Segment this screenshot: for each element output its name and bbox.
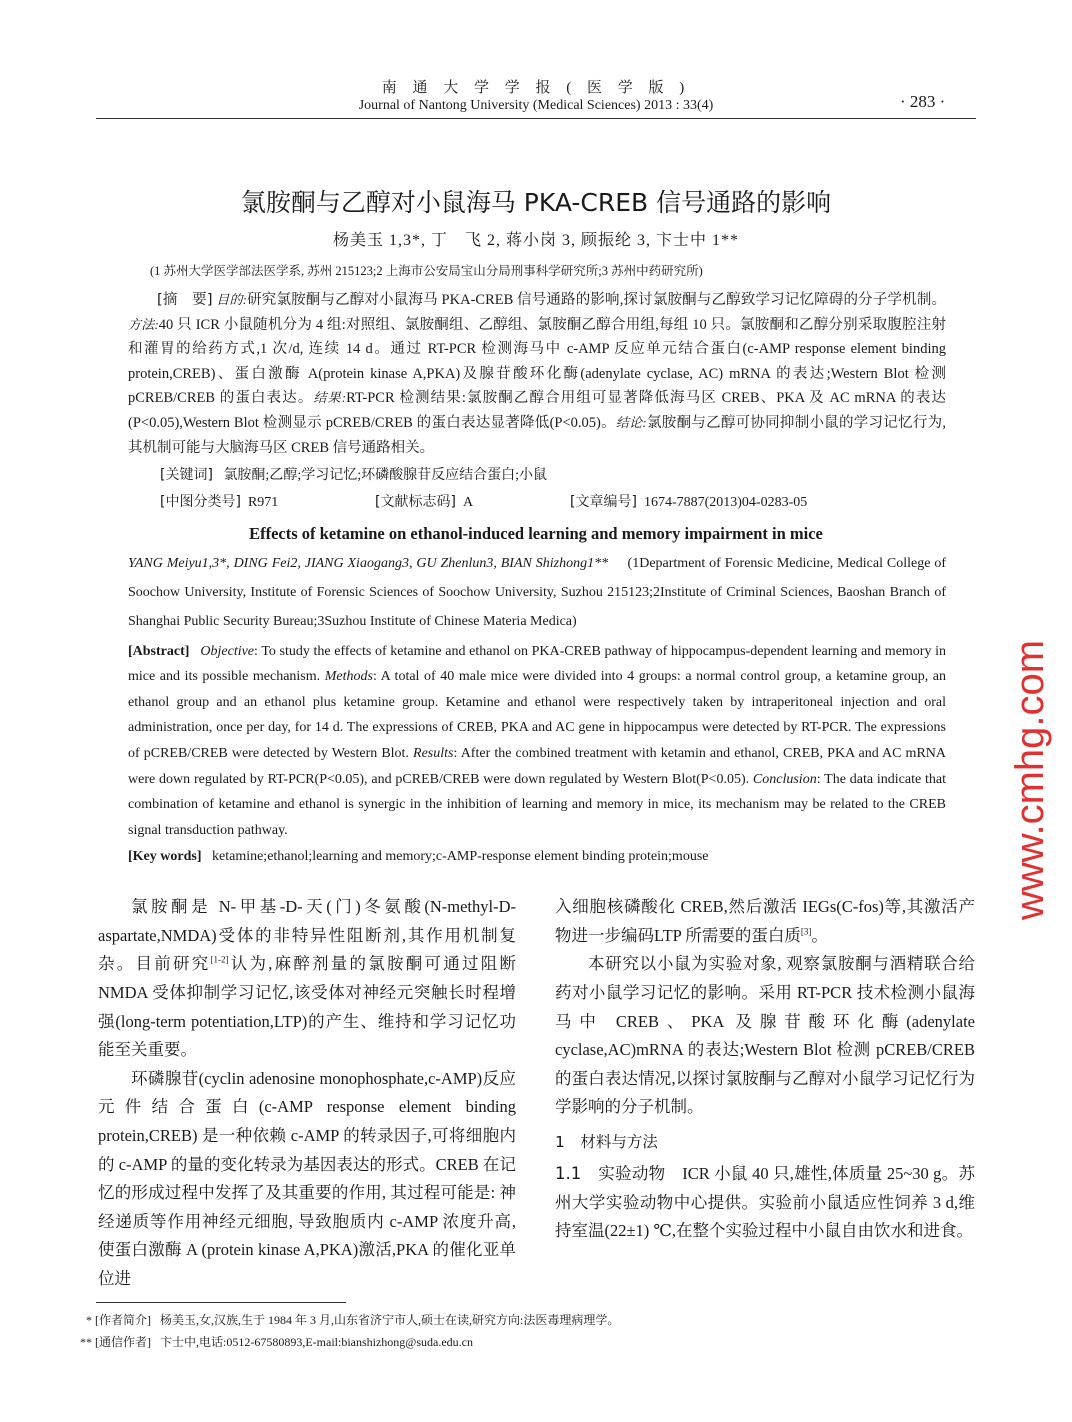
conclusion-label: 结论: [615, 414, 647, 430]
keywords-en-label: [Key words] [128, 849, 202, 865]
keywords-label: [关键词] [160, 467, 213, 484]
body-paragraph [98, 893, 516, 1065]
methods-en-text: : A total of 40 male mice were divided into 4 groups: a normal control group, a ketamine group, an ethanol group and an ethanol plus ketamine group. Ketamine and ethanol were respectively taken by intraperitoneal injection and oral administration, once per day, for 14 d. The expressions of CREB, PKA and AC gene in hippocampus were detected by RT-PCR. The expressions of pCREB/CREB were detected by Western Blot. [128, 669, 946, 761]
body-text: ICR 小鼠 40 只,雄性,体质量 25~30 g。苏州大学实验动物中心提供。实验前小鼠适应性饲养 3 d,维持室温(22±1) ℃,在整个实验过程中小鼠自由饮水和进食。 [555, 1164, 975, 1241]
methods-label: 方法: [128, 316, 159, 332]
journal-name-en: Journal of Nantong University (Medical Sciences) 2013 : 33(4) [358, 98, 714, 113]
results-text: RT-PCR 检测结果:氯胺酮乙醇合用组可显著降低海马区 CREB、PKA 及 AC mRNA 的表达(P<0.05),Western Blot 检测显示 pCREB/CREB 的蛋白表达显著降低(P<0.05)。 [128, 390, 946, 431]
paper-title-en: Effects of ketamine on ethanol-induced learning and memory impairment in mice [249, 524, 823, 544]
article-no-value: 1674-7887(2013)04-0283-05 [643, 495, 808, 511]
footnote-rule [96, 1302, 346, 1303]
subsection-heading: 1.1 实验动物 [555, 1164, 666, 1184]
body-paragraph: 本研究以小鼠为实验对象, 观察氯胺酮与酒精联合给药对小鼠学习记忆的影响。采用 RT-PCR 技术检测小鼠海马中 CREB、PKA 及腺苷酸环化酶(adenylate cyclase,AC)mRNA 的表达;Western Blot 检测 pCREB/CREB 的蛋白表达情况,以探讨氯胺酮与乙醇对小鼠学习记忆行为学影响的分子机制。 [555, 954, 975, 1117]
objective-text: 研究氯胺酮与乙醇对小鼠海马 PKA-CREB 信号通路的影响,探讨氯胺酮与乙醇致学习记忆障碍的分子学机制。 [246, 292, 946, 308]
methods-text: 40 只 ICR 小鼠随机分为 4 组:对照组、氯胺酮组、乙醇组、氯胺酮乙醇合用组,每组 10 只。氯胺酮和乙醇分别采取腹腔注射和灌胃的给药方式,1 次/d, 连续 14 d。通过 RT-PCR 检测海马中 c-AMP 反应单元结合蛋白(c-AMP response element binding protein,CREB)、蛋白激酶 A(protein kinase A,PKA)及腺苷酸环化酶(adenylate cyclase, AC) mRNA 的表达;Western Blot 检测 pCREB/CREB 的蛋白表达。 [128, 316, 946, 407]
journal-name-cn: 南 通 大 学 学 报 ( 医 学 版 ) [381, 80, 691, 96]
results-en-label: Results [413, 745, 454, 761]
keywords-value: 氯胺酮;乙醇;学习记忆;环磷酸腺苷反应结合蛋白;小鼠 [223, 468, 547, 484]
body-paragraph: 环磷腺苷(cyclin adenosine monophosphate,c-AMP)反应元件结合蛋白(c-AMP response element binding protein,CREB) 是一种依赖 c-AMP 的转录因子,可将细胞内的 c-AMP 的量的变化转录为基因表达的形式。CREB 在记忆的形成过程中发挥了及其重要的作用, 其过程可能是: 神经递质等作用神经元细胞, 导致胞质内 c-AMP 浓度升高, 使蛋白激酶 A (protein kinase A,PKA)激活,PKA 的催化亚单位进 [98, 1068, 516, 1289]
article-no-label: [文章编号] [570, 494, 637, 511]
body-text: 认为,麻醉剂量的氯胺酮可通过阻断 NMDA 受体抑制学习记忆,该受体对神经元突触长时程增强(long-term potentiation,LTP)的产生、维持和学习记忆功能至关重要。 [98, 954, 517, 1060]
footnote-correspondence [80, 1331, 1072, 1353]
body-paragraph [555, 1160, 975, 1246]
affiliation-cn: (1 苏州大学医学部法医学系, 苏州 215123;2 上海市公安局宝山分局刑事科学研究所;3 苏州中药研究所) [150, 264, 703, 278]
affiliation-en: (1Department of Forensic Medicine, Medical College of Soochow University, Institute of Forensic Sciences of Soochow University, Suzhou 215123;2Institute of Criminal Sciences, Baoshan Branch of Shanghai Public Security Bureau;3Suzhou Institute of Chinese Materia Medica) [128, 556, 946, 629]
footnote-text: 杨美玉,女,汉族,生于 1984 年 3 月,山东省济宁市人,硕士在读,研究方向:法医毒理病理学。 [160, 1312, 620, 1327]
body-columns [0, 893, 1072, 1293]
abstract-cn [128, 288, 946, 460]
footnotes [80, 1309, 1072, 1353]
footnote-label: * [作者简介] [86, 1312, 151, 1327]
keywords-en-value: ketamine;ethanol;learning and memory;c-AMP-response element binding protein;mouse [212, 849, 709, 865]
footnote-text: 卞士中,电话:0512-67580893,E-mail:bianshizhong@suda.edu.cn [160, 1334, 474, 1349]
objective-label: 目的: [216, 292, 247, 307]
body-text: 。 [811, 925, 828, 945]
abstract-en [128, 639, 946, 844]
abstract-en-label: [Abstract] [128, 643, 190, 659]
objective-en-text: : To study the effects of ketamine and ethanol on PKA-CREB pathway of hippocampus-dependent learning and memory in mice and its possible mechanism. [128, 643, 947, 685]
methods-en-label: Methods [324, 669, 373, 685]
objective-en-label: Objective [200, 643, 255, 659]
body-paragraph [555, 893, 975, 950]
body-column-right [555, 893, 975, 1293]
authors-affiliation-en [128, 550, 946, 636]
results-en-text: : After the combined treatment with ketamin and ethanol, CREB, PKA and AC mRNA were down regulated by RT-PCR(P<0.05), and pCREB/CREB were down regulated by Western Blot(P<0.05). [128, 745, 947, 787]
body-text: 入细胞核磷酸化 CREB,然后激活 IEGs(C-fos)等,其激活产物进一步编码LTP 所需要的蛋白质 [555, 897, 975, 945]
keywords-cn [0, 462, 1072, 489]
citation: [1-2] [210, 954, 229, 965]
citation: [3] [800, 926, 812, 937]
section-heading: 1 材料与方法 [555, 1133, 658, 1152]
conclusion-text: 氯胺酮与乙醇可协同抑制小鼠的学习记忆行为,其机制可能与大脑海马区 CREB 信号通路相关。 [128, 414, 946, 456]
doc-code-label: [文献标志码] [375, 494, 456, 511]
doc-code-value: A [462, 495, 474, 511]
body-column-left [98, 893, 516, 1293]
conclusion-en-label: Conclusion [752, 771, 817, 787]
abstract-label: [摘 要] [157, 292, 213, 308]
watermark: www.cmhg.com [1008, 639, 1052, 920]
page-number: · 283 · [900, 92, 946, 111]
authors-cn: 杨美玉 1,3*, 丁 飞 2, 蒋小岗 3, 顾振纶 3, 卞士中 1** [332, 232, 739, 249]
conclusion-en-text: : The data indicate that combination of ketamine and ethanol is synergic in the inhibition of learning and memory in mice, its mechanism may be related to the CREB signal transduction pathway. [128, 771, 946, 838]
authors-en: YANG Meiyu1,3*, DING Fei2, JIANG Xiaogang3, GU Zhenlun3, BIAN Shizhong1** [128, 556, 609, 572]
clc-label: [中图分类号] [160, 494, 241, 511]
keywords-en [128, 845, 946, 869]
footnote-author [80, 1309, 1072, 1331]
footnote-label: ** [通信作者] [80, 1334, 151, 1349]
results-label: 结果: [313, 390, 347, 406]
article-body [0, 186, 1072, 1363]
header-rule [96, 118, 976, 119]
body-text: 氯胺酮是 N-甲基-D-天(门)冬氨酸(N-methyl-D-aspartate,NMDA)受体的非特异性阻断剂,其作用机制复杂。目前研究 [98, 897, 516, 974]
clc-value: R971 [247, 495, 279, 511]
paper-title-cn: 氯胺酮与乙醇对小鼠海马 PKA-CREB 信号通路的影响 [240, 188, 832, 217]
classification [0, 489, 1072, 516]
